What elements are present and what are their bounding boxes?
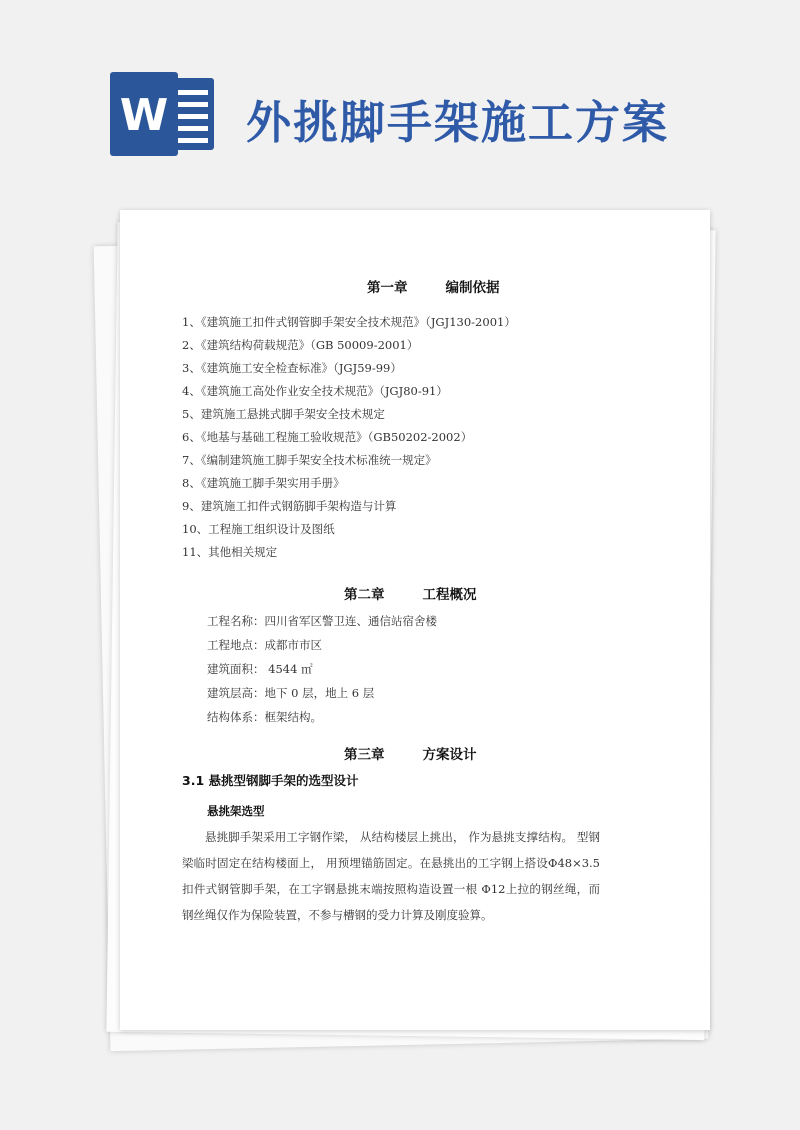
chapter1-title: 编制依据 — [445, 280, 500, 296]
chapter1-heading — [367, 276, 500, 296]
reference-item: 2、《建筑结构荷载规范》（GB 50009-2001） — [182, 338, 419, 352]
reference-item: 1、《建筑施工扣件式钢管脚手架安全技术规范》（JGJ130-2001） — [182, 315, 516, 329]
chapter2-heading — [344, 583, 477, 603]
document-title: 外挑脚手架施工方案 — [246, 96, 670, 149]
project-info-item: 结构体系：框架结构。 — [207, 710, 322, 724]
reference-item: 9、建筑施工扣件式钢筋脚手架构造与计算 — [182, 499, 397, 513]
reference-item: 6、《地基与基础工程施工验收规范》（GB50202-2002） — [182, 430, 473, 444]
chapter3-title: 方案设计 — [422, 747, 477, 763]
word-logo-letter: W — [119, 90, 169, 141]
chapter1-number: 第一章 — [367, 280, 408, 296]
section-heading: 3.1 悬挑型钢脚手架的选型设计 — [182, 773, 359, 788]
subsection-heading: 悬挑架选型 — [207, 804, 265, 818]
reference-item: 5、建筑施工悬挑式脚手架安全技术规定 — [182, 407, 385, 421]
body-paragraph: 悬挑脚手架采用工字钢作梁， 从结构楼层上挑出， 作为悬挑支撑结构。 型钢梁临时固定在结构楼面上， 用预埋锚筋固定。在悬挑出的工字钢上搭设Φ48×3.5 扣件式钢管脚手架，在工字钢悬挑末端按照构造设置一根 Φ12上拉的钢丝绳，而钢丝绳仅作为保险装置，不参与槽钢的受力计算及刚度验算。 — [182, 830, 600, 922]
reference-item: 11、其他相关规定 — [182, 545, 278, 559]
chapter3-number: 第三章 — [344, 747, 385, 763]
chapter2-title: 工程概况 — [422, 587, 477, 603]
word-icon — [108, 72, 216, 156]
chapter3-heading — [344, 743, 477, 763]
banner-header — [0, 0, 800, 200]
reference-item: 4、《建筑施工高处作业安全技术规范》（JGJ80-91） — [182, 384, 448, 398]
project-info-item: 建筑面积： 4544 ㎡ — [207, 662, 313, 676]
reference-item: 3、《建筑施工安全检查标准》（JGJ59-99） — [182, 361, 402, 375]
reference-item: 10、工程施工组织设计及图纸 — [182, 522, 335, 536]
project-info-item: 工程地点：成都市市区 — [207, 638, 322, 652]
project-info-item: 建筑层高：地下 0 层，地上 6 层 — [207, 686, 375, 700]
reference-item: 8、《建筑施工脚手架实用手册》 — [182, 476, 345, 490]
project-info-item: 工程名称：四川省军区警卫连、通信站宿舍楼 — [207, 614, 437, 628]
chapter2-number: 第二章 — [344, 587, 385, 603]
reference-item: 7、《编制建筑施工脚手架安全技术标准统一规定》 — [182, 453, 437, 467]
